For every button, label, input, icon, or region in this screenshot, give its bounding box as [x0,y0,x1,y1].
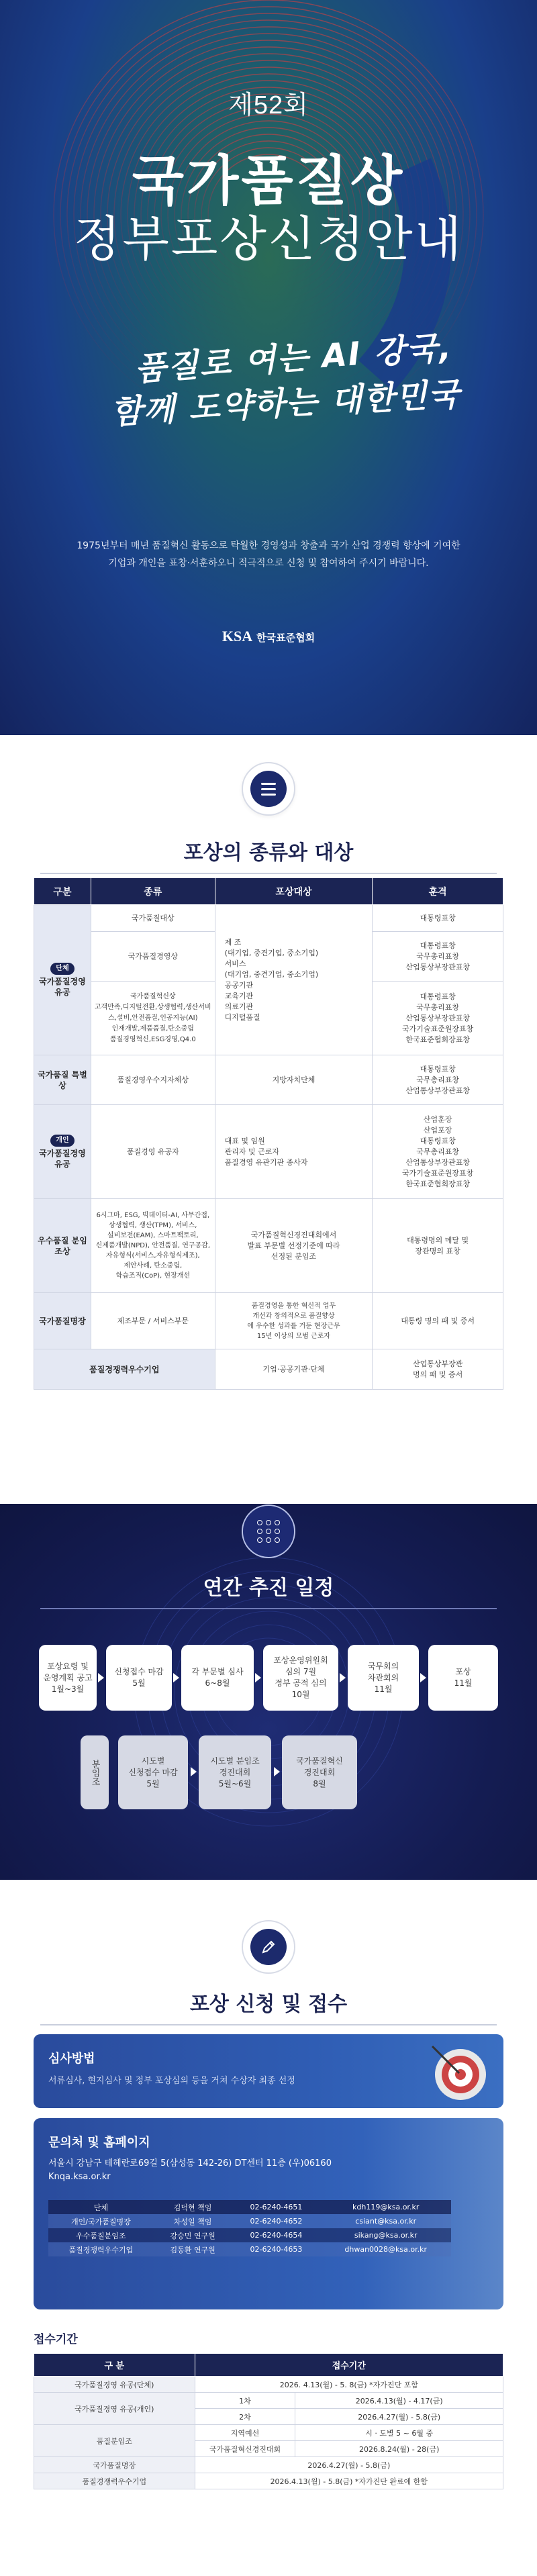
schedule-title: 연간 추진 일정 [203,1576,334,1600]
hero-description [40,537,497,572]
period-label: 국가품질명장 [34,2457,195,2473]
arrow-right-icon [173,1673,179,1682]
cell-special-target: 지방자치단체 [215,1055,373,1105]
period-value: 2026.4.13(월) - 4.17(금) [295,2393,503,2409]
cell-rank-medal: 대통령표창 국무총리표창 산업통상부장관표창 [373,932,503,982]
cell-kind-medal: 국가품질경영상 [91,932,215,982]
contact-email[interactable]: dhwan0028@ksa.or.kr [320,2242,451,2256]
contact-email[interactable]: csiant@ksa.or.kr [320,2214,451,2228]
cell-excellent-category: 품질경쟁력우수기업 [34,1349,215,1390]
th-category: 구분 [34,878,91,905]
period-value: 2026. 4.13(월) - 5. 8(금) *자가진단 포함 [195,2377,503,2393]
cell-master-category: 국가품질명장 [34,1293,91,1349]
cell-master-kind: 제조부문 / 서비스부문 [91,1293,215,1349]
period-label: 품질경쟁력우수기업 [34,2473,195,2489]
contact-cell: 우수품질분임조 [48,2228,154,2242]
flow-sub-3: 국가품질혁신 경진대회 8월 [282,1735,357,1809]
hero-title: 국가품질상 [132,150,405,212]
cell-circle-kind: 6시그마, ESG, 빅데이터-AI, 사무간접, 상생협력, 생산(TPM), 서비스, 설비보전(EAM), 스마트팩토리, 신제품개발(NPD), 안전품질, 연구공감, 자유형식(서비스,자유형식제조), 제안사례, 탄소중립, 학습조직(CoP), 현장개선 [91,1199,215,1293]
contact-card [34,2118,503,2309]
flow-step-3: 각 부문별 심사 6~8월 [181,1645,254,1711]
contact-cell: 02-6240-4653 [232,2242,321,2256]
contact-email[interactable]: kdh119@ksa.or.kr [320,2200,451,2214]
contact-address [48,2157,332,2184]
review-method-card [34,2034,503,2108]
menu-icon [242,762,295,816]
flow-step-5: 국무회의 차관회의 11월 [348,1645,419,1711]
divider [40,1608,497,1609]
flow-step-1: 포상요령 및 운영계획 공고 1월~3월 [39,1645,97,1711]
review-method-text: 서류심사, 현지심사 및 정부 포상심의 등을 거쳐 수상자 최종 선정 [48,2076,295,2086]
hero-slogan-line1: 품질로 여는 AI 강국, [133,328,454,389]
divider [40,2024,497,2025]
divider [40,873,497,874]
logo-ko: 한국표준협회 [256,632,315,644]
individual-badge: 개인 [50,1135,74,1147]
cell-indiv-rank: 산업훈장 산업포장 대통령표창 국무총리표창 산업통상부장관표창 국가기술표준원장표창 한국표준협회장표창 [373,1105,503,1199]
arrow-right-icon [340,1673,346,1682]
cell-master-rank: 대통령 명의 패 및 증서 [373,1293,503,1349]
contact-cell: 단체 [48,2200,154,2214]
contact-cell: 품질경쟁력우수기업 [48,2242,154,2256]
cell-circle-target: 국가품질혁신경진대회에서 발표 부문별 선정기준에 따라 선정된 분임조 [215,1199,373,1293]
contact-cell: 개인/국가품질명장 [48,2214,154,2228]
cell-rank-innovation: 대통령표창 국무총리표창 산업통상부장관표창 국가기술표준원장표창 한국표준협회장표창 [373,982,503,1055]
contact-cell: 차성일 책임 [154,2214,232,2228]
period-value: 2026.4.27(월) - 5.8(금) [195,2457,503,2473]
logo-en: KSA [222,628,253,645]
arrow-right-icon [274,1767,280,1776]
target-icon [426,2040,490,2104]
period-label: 품질분임조 [34,2425,195,2457]
cell-excellent-target: 기업·공공기관·단체 [215,1349,373,1390]
cell-target-group: 제 조 (대기업, 중견기업, 중소기업) 서비스 (대기업, 중견기업, 중소기업) 공공기관 교육기관 의료기관 디지털품질 [215,905,373,1055]
cell-kind-award: 국가품질대상 [91,905,215,932]
cell-kind-innovation: 국가품질혁신상 고객만족,디지털전환,상생협력,생산서비스,설비,안전품질,인공지능(AI) 인재개발,제품품질,탄소중립 품질경영혁신,ESG경영,Q4.0 [91,982,215,1055]
homepage-link[interactable]: Knqa.ksa.or.kr [48,2172,111,2182]
period-table [34,2353,503,2489]
period-sub: 2차 [195,2409,295,2425]
apply-title: 포상 신청 및 접수 [189,1993,348,2016]
period-sub: 국가품질혁신경진대회 [195,2441,295,2457]
period-value: 2026.4.27(월) - 5.8(금) [295,2409,503,2425]
arrow-right-icon [420,1673,426,1682]
review-method-title: 심사방법 [48,2052,95,2066]
contact-cell: 02-6240-4652 [232,2214,321,2228]
period-label: 국가품질경영 유공(개인) [34,2393,195,2425]
period-title: 접수기간 [34,2333,78,2346]
period-sub: 지역예선 [195,2425,295,2441]
period-sub: 1차 [195,2393,295,2409]
contact-cell: 02-6240-4651 [232,2200,321,2214]
schedule-section [0,1504,537,1880]
awards-section [0,735,537,1504]
period-label: 국가품질경영 유공(단체) [34,2377,195,2393]
cell-circle-category: 우수품질 분임조상 [34,1199,91,1293]
contact-cell: 김덕현 책임 [154,2200,232,2214]
th-kind: 종류 [91,878,215,905]
cell-group-category [34,905,91,1055]
hero-slogan-line2: 함께 도약하는 대한민국 [110,375,462,432]
flow-step-6: 포상 11월 [428,1645,498,1711]
contact-cell: 02-6240-4654 [232,2228,321,2242]
cell-special-category: 국가품질 특별상 [34,1055,91,1105]
arrow-right-icon [191,1767,197,1776]
address-line: 서울시 강남구 테헤란로69길 5(삼성동 142-26) DT센터 11층 (우)06160 [48,2158,332,2168]
arrow-right-icon [255,1673,261,1682]
flow-sub-1: 시도별 신청접수 마감 5월 [118,1735,188,1809]
pencil-icon [242,1920,295,1974]
awards-title: 포상의 종류와 대상 [183,841,354,865]
period-value: 시 · 도별 5 ~ 6월 중 [295,2425,503,2441]
circle-side-label: 분임조 [81,1735,109,1809]
hero-desc-line2: 기업과 개인을 표창·서훈하오니 적극적으로 신청 및 참여하여 주시기 바랍니다. [108,558,429,569]
hero-round: 제52회 [228,91,309,120]
ksa-logo [0,628,537,645]
hero-banner [0,0,537,735]
cell-special-kind: 품질경영우수지자체상 [91,1055,215,1105]
calendar-dots-icon [242,1505,295,1558]
group-label: 국가품질경영 유공 [39,977,86,997]
cell-indiv-category [34,1105,91,1199]
cell-indiv-kind: 품질경영 유공자 [91,1105,215,1199]
cell-special-rank: 대통령표창 국무총리표창 산업통상부장관표창 [373,1055,503,1105]
th-period-range: 접수기간 [195,2354,503,2377]
contact-email[interactable]: sikang@ksa.or.kr [320,2228,451,2242]
th-rank: 훈격 [373,878,503,905]
apply-section [0,1880,537,2576]
arrow-right-icon [98,1673,104,1682]
cell-master-target: 품질경영을 통한 혁신적 업무 개선과 창의적으로 품질향상 에 우수한 성과를 거둔 현장근무 15년 이상의 모범 근로자 [215,1293,373,1349]
contact-cell: 김동환 연구원 [154,2242,232,2256]
period-value: 2026.4.13(월) - 5.8(금) *자가진단 완료에 한함 [195,2473,503,2489]
indiv-label: 국가품질경영 유공 [39,1149,86,1169]
cell-indiv-target: 대표 및 임원 관리자 및 근로자 품질경영 유관기관 종사자 [215,1105,373,1199]
contact-title: 문의처 및 홈페이지 [48,2136,150,2150]
hero-desc-line1: 1975년부터 매년 품질혁신 활동으로 탁월한 경영성과 창출과 국가 산업 경쟁력 향상에 기여한 [77,540,460,551]
th-target: 포상대상 [215,878,373,905]
cell-excellent-rank: 산업통상부장관 명의 패 및 증서 [373,1349,503,1390]
flow-step-2: 신청접수 마감 5월 [106,1645,172,1711]
period-value: 2026.8.24(월) - 28(금) [295,2441,503,2457]
contact-cell: 강승민 연구원 [154,2228,232,2242]
awards-table [34,877,503,1390]
flow-step-4: 포상운영위원회 심의 7월 정부 공적 심의 10월 [263,1645,338,1711]
cell-rank-award: 대통령표창 [373,905,503,932]
cell-circle-rank: 대통령명의 메달 및 장관명의 표창 [373,1199,503,1293]
th-period-category: 구 분 [34,2354,195,2377]
contact-table [48,2200,451,2256]
group-badge: 단체 [50,963,74,975]
hero-subtitle: 정부포상신청안내 [73,211,464,267]
flow-sub-2: 시도별 분임조 경진대회 5월~6월 [199,1735,271,1809]
